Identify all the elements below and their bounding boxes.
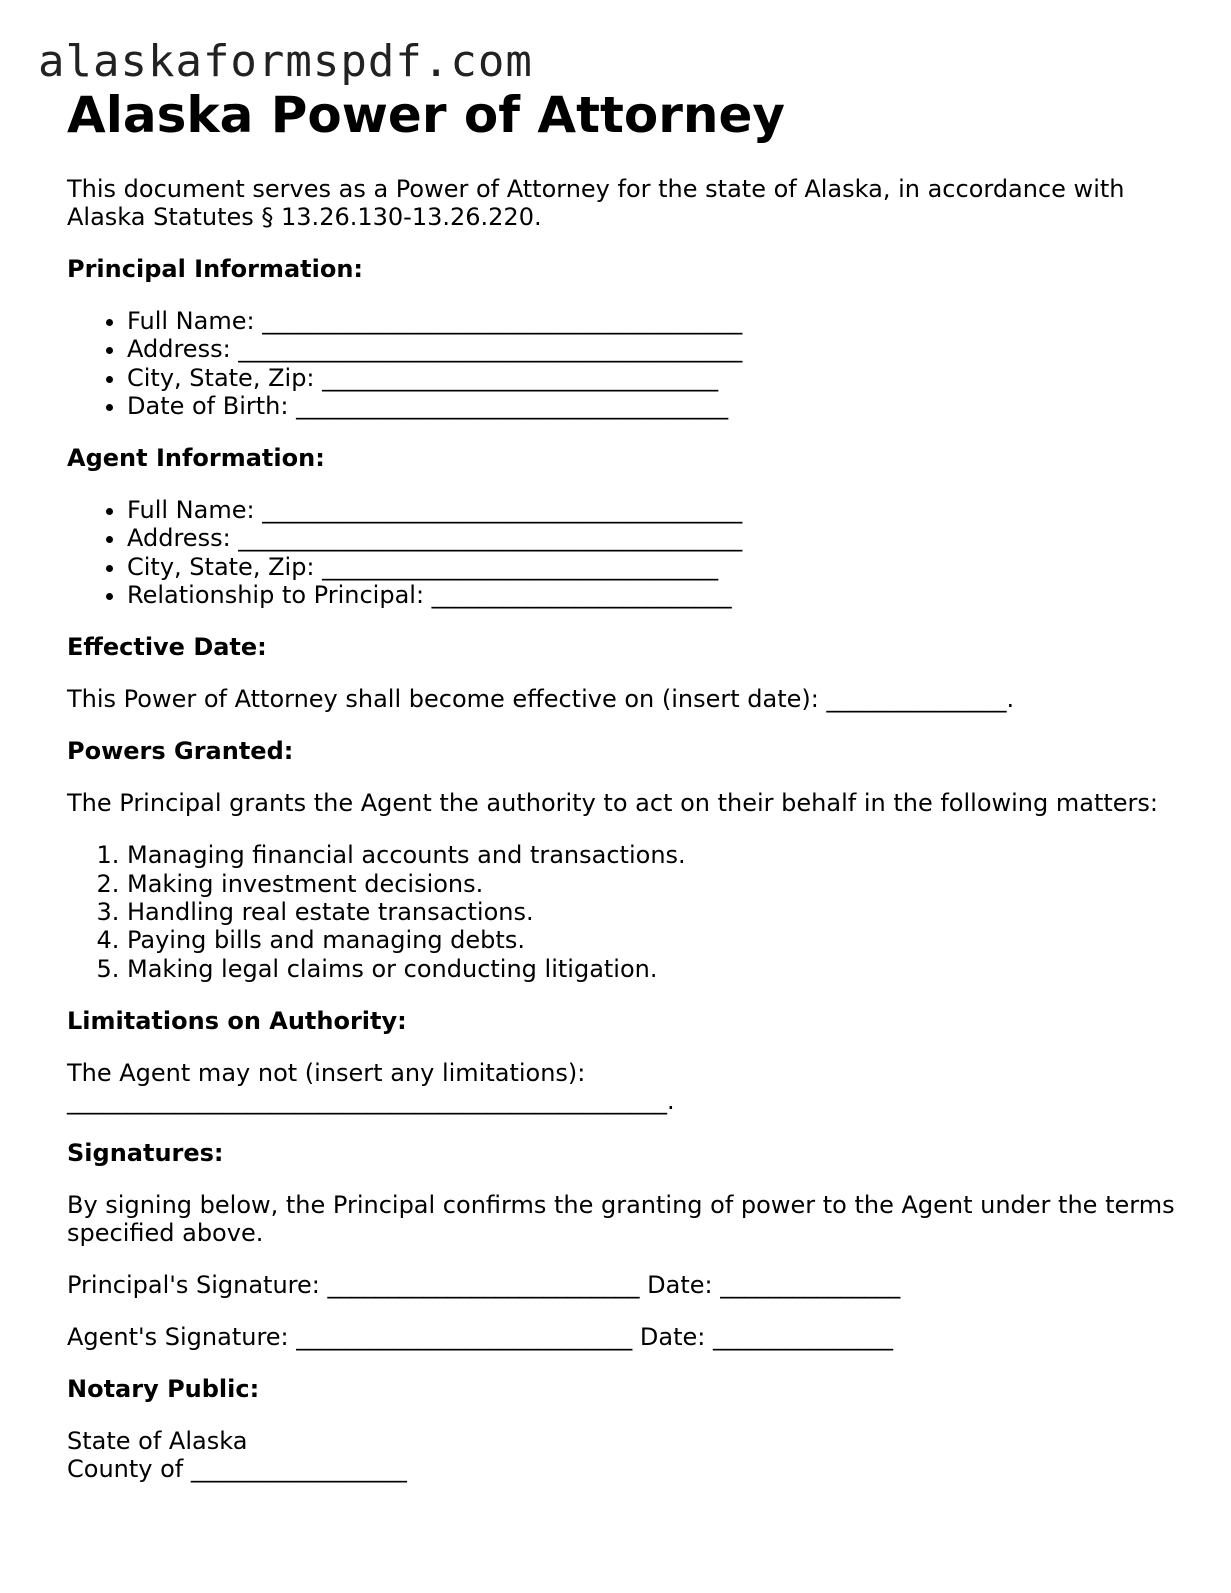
notary-county-field[interactable]: County of __________________ xyxy=(67,1454,407,1483)
limitations-text: The Agent may not (insert any limitations): xyxy=(67,1058,586,1087)
agent-full-name-field[interactable]: • Full Name: ________________________________________ xyxy=(127,496,1187,524)
powers-text: The Principal grants the Agent the authority to act on their behalf in the following matters: xyxy=(67,789,1159,818)
power-item: 3. Handling real estate transactions. xyxy=(127,898,1187,926)
agent-city-state-zip-field[interactable]: • City, State, Zip: _________________________________ xyxy=(127,553,1187,581)
power-item: 4. Paying bills and managing debts. xyxy=(127,926,1187,954)
powers-heading: Powers Granted: xyxy=(67,737,294,766)
signatures-heading: Signatures: xyxy=(67,1138,224,1167)
principal-city-state-zip-field[interactable]: • City, State, Zip: _________________________________ xyxy=(127,364,1187,392)
power-item: 2. Making investment decisions. xyxy=(127,870,1187,898)
principal-signature-line[interactable]: Principal's Signature: __________________________ Date: _______________ xyxy=(67,1270,901,1299)
limitations-blank-field[interactable]: __________________________________________________. xyxy=(67,1086,675,1115)
limitations-heading: Limitations on Authority: xyxy=(67,1006,407,1035)
agent-address-field[interactable]: • Address: __________________________________________ xyxy=(127,524,1187,552)
principal-fields xyxy=(67,307,1187,420)
notary-state: State of Alaska xyxy=(67,1426,248,1455)
signatures-text: By signing below, the Principal confirms the granting of power to the Agent under the terms specified above. xyxy=(67,1190,1175,1247)
agent-fields xyxy=(67,496,1187,609)
principal-date-of-birth-field[interactable]: • Date of Birth: ____________________________________ xyxy=(127,392,1187,420)
agent-heading: Agent Information: xyxy=(67,444,325,473)
effective-date-text[interactable]: This Power of Attorney shall become effective on (insert date): _______________. xyxy=(67,685,1015,714)
principal-address-field[interactable]: • Address: __________________________________________ xyxy=(127,335,1187,363)
effective-date-heading: Effective Date: xyxy=(67,633,267,662)
agent-signature-line[interactable]: Agent's Signature: ____________________________ Date: _______________ xyxy=(67,1322,893,1351)
power-item: 5. Making legal claims or conducting litigation. xyxy=(127,955,1187,983)
intro-text: This document serves as a Power of Attorney for the state of Alaska, in accordance with Alaska Statutes § 13.26.130-13.26.220. xyxy=(67,175,1125,231)
watermark: alaskaformspdf.com xyxy=(38,36,533,87)
power-item: 1. Managing financial accounts and transactions. xyxy=(127,841,1187,869)
powers-list xyxy=(67,841,1187,982)
principal-full-name-field[interactable]: • Full Name: ________________________________________ xyxy=(127,307,1187,335)
notary-heading: Notary Public: xyxy=(67,1374,260,1403)
agent-relationship-field[interactable]: • Relationship to Principal: _________________________ xyxy=(127,581,1187,609)
document-title: Alaska Power of Attorney xyxy=(67,86,786,144)
document-page xyxy=(67,88,1187,1483)
principal-heading: Principal Information: xyxy=(67,255,364,283)
